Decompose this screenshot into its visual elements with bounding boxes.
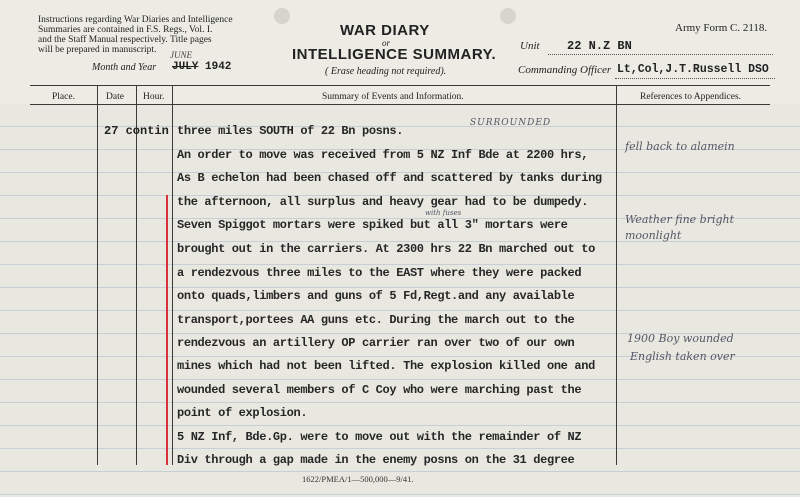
year-value: 1942 bbox=[205, 61, 232, 73]
column-divider bbox=[97, 85, 98, 465]
title-intelligence-summary: INTELLIGENCE SUMMARY. bbox=[292, 46, 497, 63]
co-dotted-line bbox=[615, 78, 775, 79]
instructions-block bbox=[38, 15, 268, 55]
summary-line: mines which had not been lifted. The explosion killed one and bbox=[177, 359, 595, 373]
column-header-place: Place. bbox=[52, 92, 75, 102]
handwritten-reference: fell back to alamein bbox=[625, 140, 735, 153]
instructions-line: and the Staff Manual respectively. Title pages bbox=[38, 35, 212, 45]
summary-line: transport,portees AA guns etc. During the march out to the bbox=[177, 313, 575, 327]
unit-label: Unit bbox=[520, 40, 540, 52]
table-header-rule bbox=[30, 104, 770, 105]
summary-line: three miles SOUTH of 22 Bn posns. bbox=[177, 124, 404, 138]
summary-line: Seven Spiggot mortars were spiked but all 3" mortars were bbox=[177, 218, 568, 232]
summary-line: rendezvous an artillery OP carrier ran over two of our own bbox=[177, 336, 575, 350]
summary-line: An order to move was received from 5 NZ Inf Bde at 2200 hrs, bbox=[177, 148, 589, 162]
unit-value: 22 N.Z BN bbox=[567, 39, 632, 53]
summary-line: 5 NZ Inf, Bde.Gp. were to move out with the remainder of NZ bbox=[177, 430, 582, 444]
instructions-line: will be prepared in manuscript. bbox=[38, 45, 157, 55]
handwritten-reference: English taken over bbox=[630, 350, 735, 363]
title-war-diary: WAR DIARY bbox=[340, 22, 430, 39]
title-note: ( Erase heading not required). bbox=[325, 66, 447, 77]
column-header-references: References to Appendices. bbox=[640, 92, 742, 102]
summary-line: point of explosion. bbox=[177, 406, 308, 420]
instructions-line: Instructions regarding War Diaries and Intelligence bbox=[38, 15, 233, 25]
instructions-line: Summaries are contained in F.S. Regs., Vol. I. bbox=[38, 25, 213, 35]
column-divider bbox=[616, 85, 617, 465]
column-header-hour: Hour. bbox=[143, 92, 165, 102]
column-header-date: Date bbox=[106, 92, 124, 102]
month-handwritten: JUNE bbox=[170, 50, 192, 60]
summary-line: the afternoon, all surplus and heavy gear had to be dumpedy. bbox=[177, 195, 589, 209]
handwritten-reference: moonlight bbox=[625, 229, 682, 242]
commanding-officer-label: Commanding Officer bbox=[518, 64, 612, 76]
summary-line: brought out in the carriers. At 2300 hrs 22 Bn marched out to bbox=[177, 242, 595, 256]
summary-line: onto quads,limbers and guns of 5 Fd,Regt.and any available bbox=[177, 289, 575, 303]
summary-line: a rendezvous three miles to the EAST where they were packed bbox=[177, 266, 582, 280]
summary-line: wounded several members of C Coy who were marching past the bbox=[177, 383, 582, 397]
column-divider bbox=[136, 85, 137, 465]
commanding-officer-value: Lt,Col,J.T.Russell DSO bbox=[617, 63, 769, 76]
unit-dotted-line bbox=[548, 54, 773, 55]
punch-hole bbox=[274, 8, 290, 24]
month-year-label: Month and Year bbox=[92, 62, 157, 73]
handwritten-reference: Weather fine bright bbox=[625, 213, 735, 226]
punch-hole bbox=[500, 8, 516, 24]
handwritten-reference: 1900 Boy wounded bbox=[627, 332, 734, 345]
summary-line: As B echelon had been chased off and scattered by tanks during bbox=[177, 171, 602, 185]
entry-date: 27 contin bbox=[104, 124, 169, 138]
title-or: or bbox=[382, 38, 391, 48]
handwritten-mortars-note: with fuses bbox=[425, 209, 462, 217]
column-header-summary: Summary of Events and Information. bbox=[322, 92, 464, 102]
table-top-rule bbox=[30, 85, 770, 86]
print-reference: 1622/PMEA/1—500,000—9/41. bbox=[302, 474, 414, 484]
army-form-number: Army Form C. 2118. bbox=[675, 22, 768, 34]
summary-line: Div through a gap made in the enemy posns on the 31 degree bbox=[177, 453, 575, 467]
red-margin-line bbox=[166, 195, 168, 465]
handwritten-surrounded: SURROUNDED bbox=[470, 118, 552, 128]
month-struck: JULY bbox=[172, 61, 199, 73]
column-divider bbox=[172, 85, 173, 465]
